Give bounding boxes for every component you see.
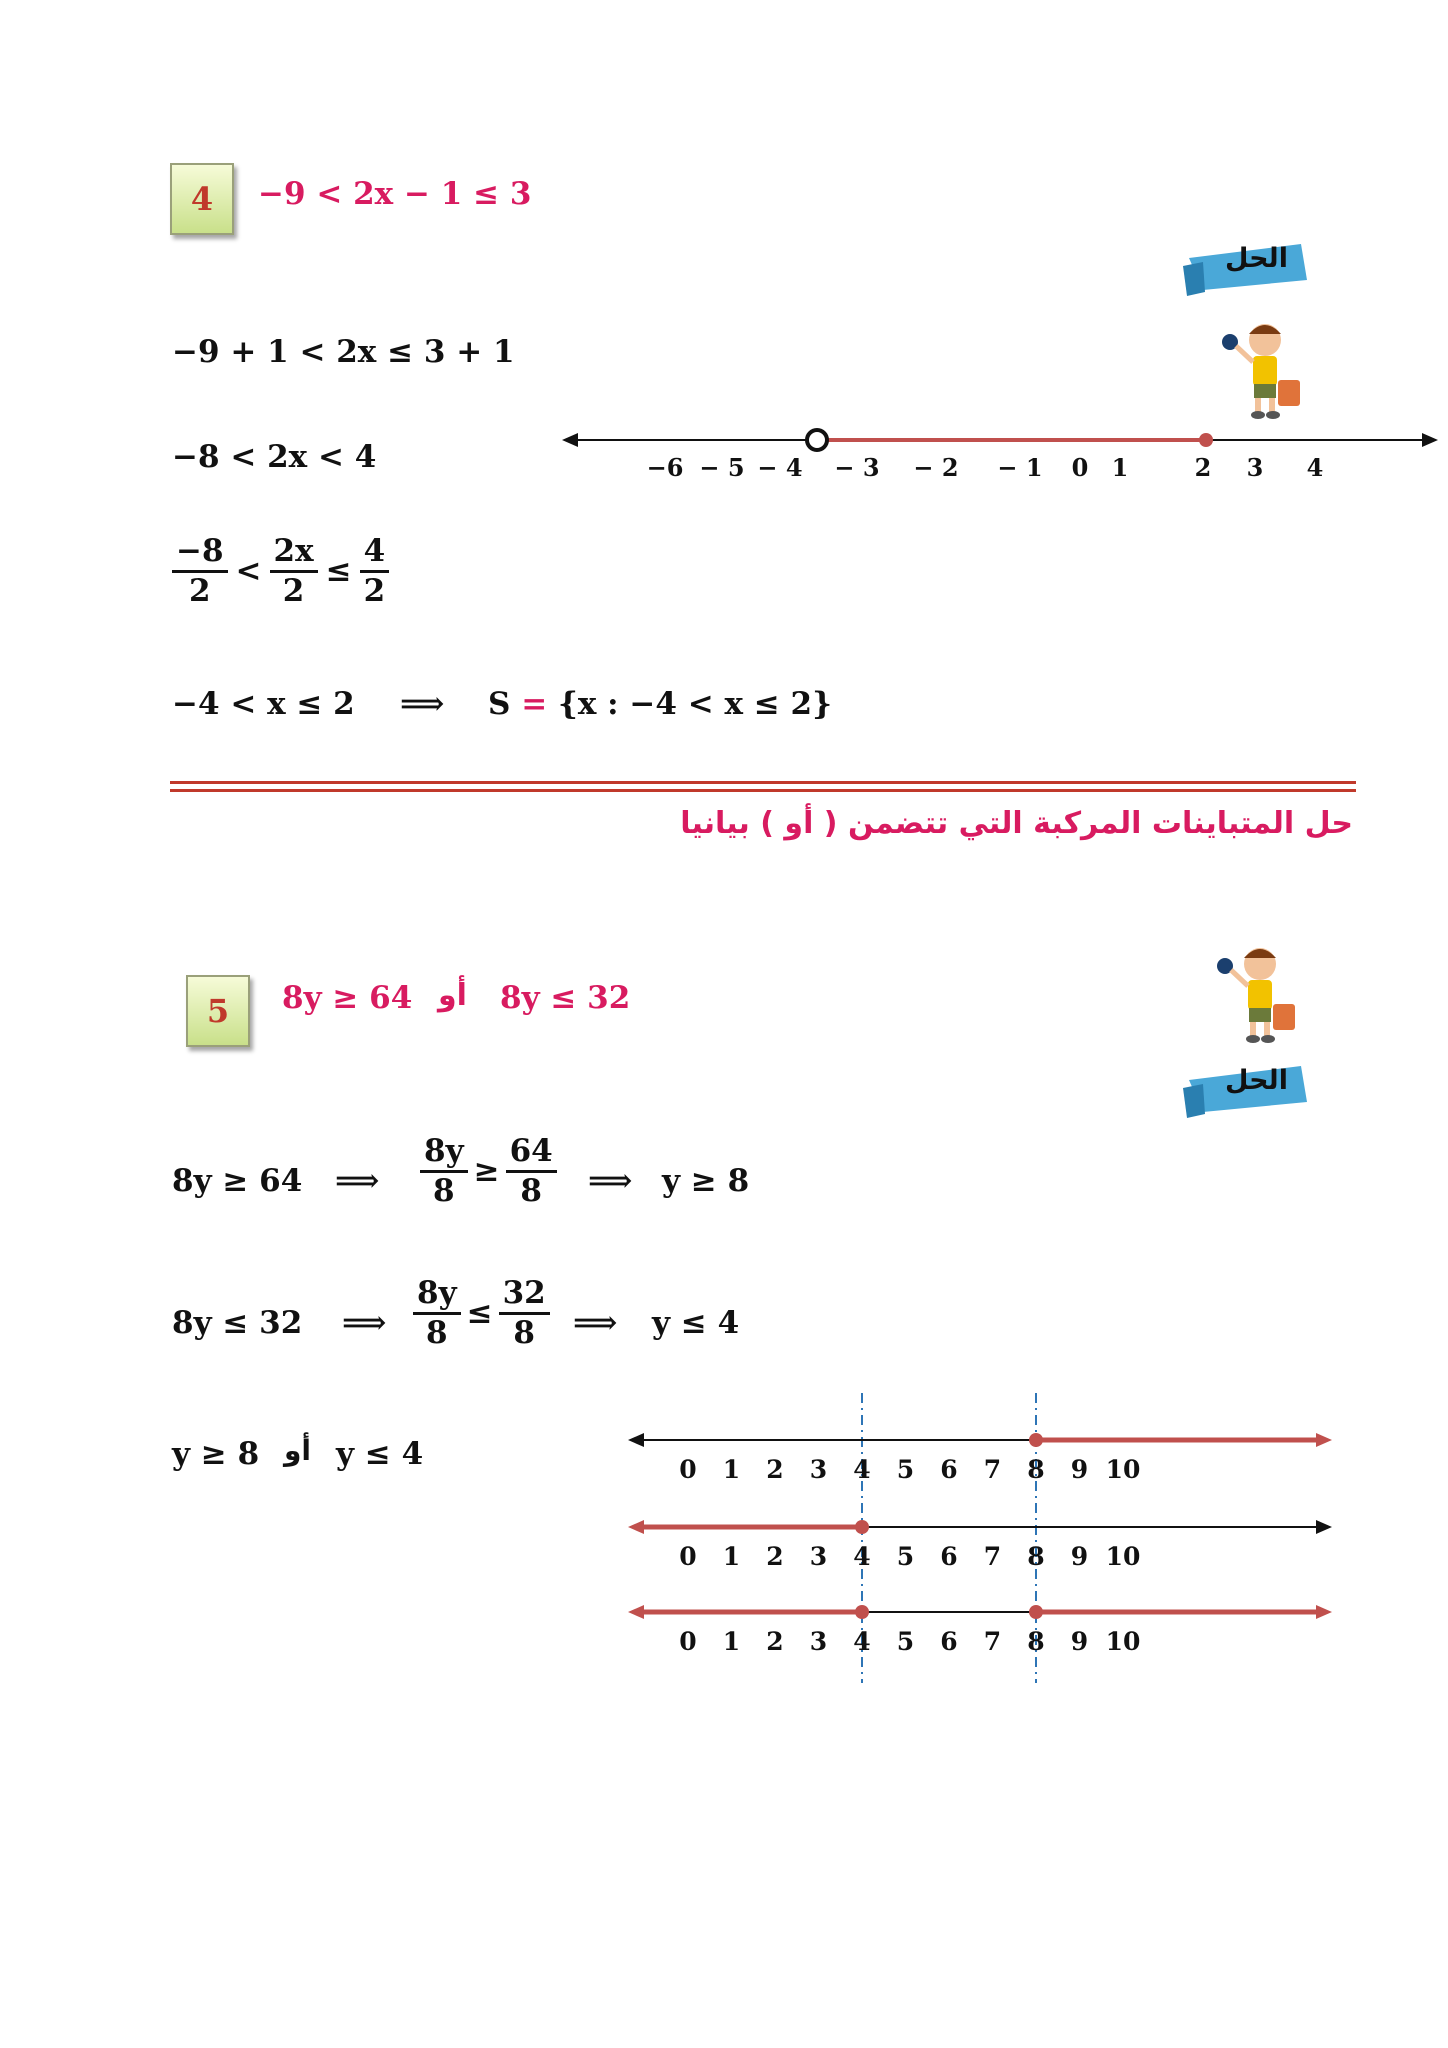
solution-set — [488, 686, 832, 722]
problem-number: 5 — [206, 992, 230, 1030]
tick-label: 8 — [1027, 1455, 1045, 1484]
closed-endpoint — [1029, 1433, 1043, 1447]
tick-label: 0 — [1071, 453, 1089, 482]
boy-mascot-icon — [1210, 312, 1320, 422]
closed-endpoint — [1029, 1605, 1043, 1619]
closed-endpoint — [1199, 433, 1213, 447]
problem-number-badge — [186, 975, 250, 1047]
tick-label: 0 — [679, 1455, 697, 1484]
arrow-right — [1316, 1605, 1332, 1619]
tick-label: 3 — [1246, 453, 1264, 482]
tick-label: 2 — [766, 1455, 784, 1484]
tick-label: − 3 — [834, 453, 880, 482]
step-1: −9 + 1 < 2x ≤ 3 + 1 — [172, 334, 515, 370]
implies-arrow: ⟹ — [573, 1305, 618, 1341]
open-endpoint — [807, 430, 827, 450]
tick-label: 5 — [896, 1542, 915, 1571]
problem-number: 4 — [190, 180, 214, 218]
tick-label: 1 — [722, 1627, 741, 1656]
row3-b: y ≤ 4 — [336, 1436, 424, 1472]
tick-label: 3 — [809, 1627, 828, 1656]
closed-endpoint — [855, 1605, 869, 1619]
tick-label: 6 — [940, 1455, 958, 1484]
tick-label: 6 — [940, 1542, 958, 1571]
boy-mascot-icon — [1205, 936, 1315, 1046]
tick-label: 10 — [1105, 1542, 1141, 1571]
tick-label: 4 — [853, 1542, 871, 1571]
set-name: S — [488, 686, 511, 722]
equals-sign: = — [521, 686, 548, 722]
tick-label: 2 — [766, 1542, 784, 1571]
tick-label: 9 — [1070, 1627, 1089, 1656]
problem-statement-left: 8y ≥ 64 — [282, 980, 413, 1016]
problem-number-badge — [170, 163, 234, 235]
fraction: $\frac{4}{2}$ — [360, 535, 390, 607]
solution-label: الحل — [1225, 243, 1288, 274]
numberline-problem4 — [560, 410, 1440, 490]
tick-label: 10 — [1105, 1455, 1141, 1484]
arrow-left — [628, 1433, 644, 1447]
implies-arrow: ⟹ — [342, 1305, 387, 1341]
row3-a: y ≥ 8 — [172, 1436, 260, 1472]
tick-label: − 2 — [913, 453, 959, 482]
tick-label: 7 — [983, 1542, 1002, 1571]
tick-label: 5 — [896, 1455, 915, 1484]
fraction: $\frac{-8}{2}$ — [172, 535, 228, 607]
row1-lhs: 8y ≥ 64 — [172, 1163, 303, 1199]
tick-label: 7 — [983, 1455, 1002, 1484]
arrow-left — [628, 1520, 644, 1534]
tick-label: 8 — [1027, 1627, 1045, 1656]
fraction: $\frac{2x}{2}$ — [270, 535, 318, 607]
tick-label: − 5 — [699, 453, 745, 482]
row2-result: y ≤ 4 — [652, 1305, 740, 1341]
separator-rule — [170, 789, 1356, 792]
tick-label: 1 — [722, 1542, 741, 1571]
fraction: $\frac{32}{8}$ — [499, 1277, 550, 1349]
step-3-fractions: $\frac{-8}{2}$ < $\frac{2x}{2}$ ≤ $\frac{4}{2}$ — [172, 535, 389, 607]
arrow-right — [1422, 433, 1438, 447]
tick-label: − 1 — [997, 453, 1043, 482]
separator-rule — [170, 781, 1356, 784]
tick-label: 8 — [1027, 1542, 1045, 1571]
tick-label: 7 — [983, 1627, 1002, 1656]
closed-endpoint — [855, 1520, 869, 1534]
row2-lhs: 8y ≤ 32 — [172, 1305, 303, 1341]
implies-arrow: ⟹ — [588, 1163, 633, 1199]
fraction: $\frac{8y}{8}$ — [420, 1135, 468, 1207]
tick-label: 1 — [1111, 453, 1129, 482]
section-title: حل المتباينات المركبة التي تتضمن ( أو ) بيانيا — [680, 806, 1353, 841]
row1-fractions: $\frac{8y}{8}$ ≥ $\frac{64}{8}$ — [420, 1135, 557, 1207]
row1-result: y ≥ 8 — [662, 1163, 750, 1199]
arrow-left — [562, 433, 578, 447]
tick-label: 4 — [853, 1455, 871, 1484]
tick-label: 4 — [853, 1627, 871, 1656]
implies-arrow: ⟹ — [400, 686, 445, 722]
tick-label: 5 — [896, 1627, 915, 1656]
tick-label: 2 — [1194, 453, 1212, 482]
tick-label: −6 — [646, 453, 684, 482]
tick-label: 1 — [722, 1455, 741, 1484]
implies-arrow: ⟹ — [335, 1163, 380, 1199]
solution-label: الحل — [1225, 1065, 1288, 1096]
arrow-left — [628, 1605, 644, 1619]
fraction: $\frac{64}{8}$ — [506, 1135, 557, 1207]
or-connector: أو — [438, 978, 467, 1013]
tick-label: 2 — [766, 1627, 784, 1656]
tick-label: 0 — [679, 1627, 697, 1656]
tick-label: 3 — [809, 1542, 828, 1571]
row2-fractions: $\frac{8y}{8}$ ≤ $\frac{32}{8}$ — [413, 1277, 550, 1349]
fraction: $\frac{8y}{8}$ — [413, 1277, 461, 1349]
tick-label: 0 — [679, 1542, 697, 1571]
numberlines-problem5 — [620, 1385, 1340, 1685]
or-connector: أو — [284, 1434, 312, 1467]
step-4: −4 < x ≤ 2 — [172, 686, 355, 722]
tick-label: 4 — [1306, 453, 1324, 482]
tick-label: 6 — [940, 1627, 958, 1656]
set-builder: {x : −4 < x ≤ 2} — [557, 686, 833, 722]
step-2: −8 < 2x < 4 — [172, 439, 377, 475]
tick-label: 10 — [1105, 1627, 1141, 1656]
arrow-right — [1316, 1433, 1332, 1447]
problem-statement: −9 < 2x − 1 ≤ 3 — [258, 176, 532, 212]
tick-label: 9 — [1070, 1455, 1089, 1484]
tick-label: 3 — [809, 1455, 828, 1484]
tick-label: 9 — [1070, 1542, 1089, 1571]
arrow-right — [1316, 1520, 1332, 1534]
problem-statement-right: 8y ≤ 32 — [500, 980, 631, 1016]
tick-label: − 4 — [757, 453, 803, 482]
